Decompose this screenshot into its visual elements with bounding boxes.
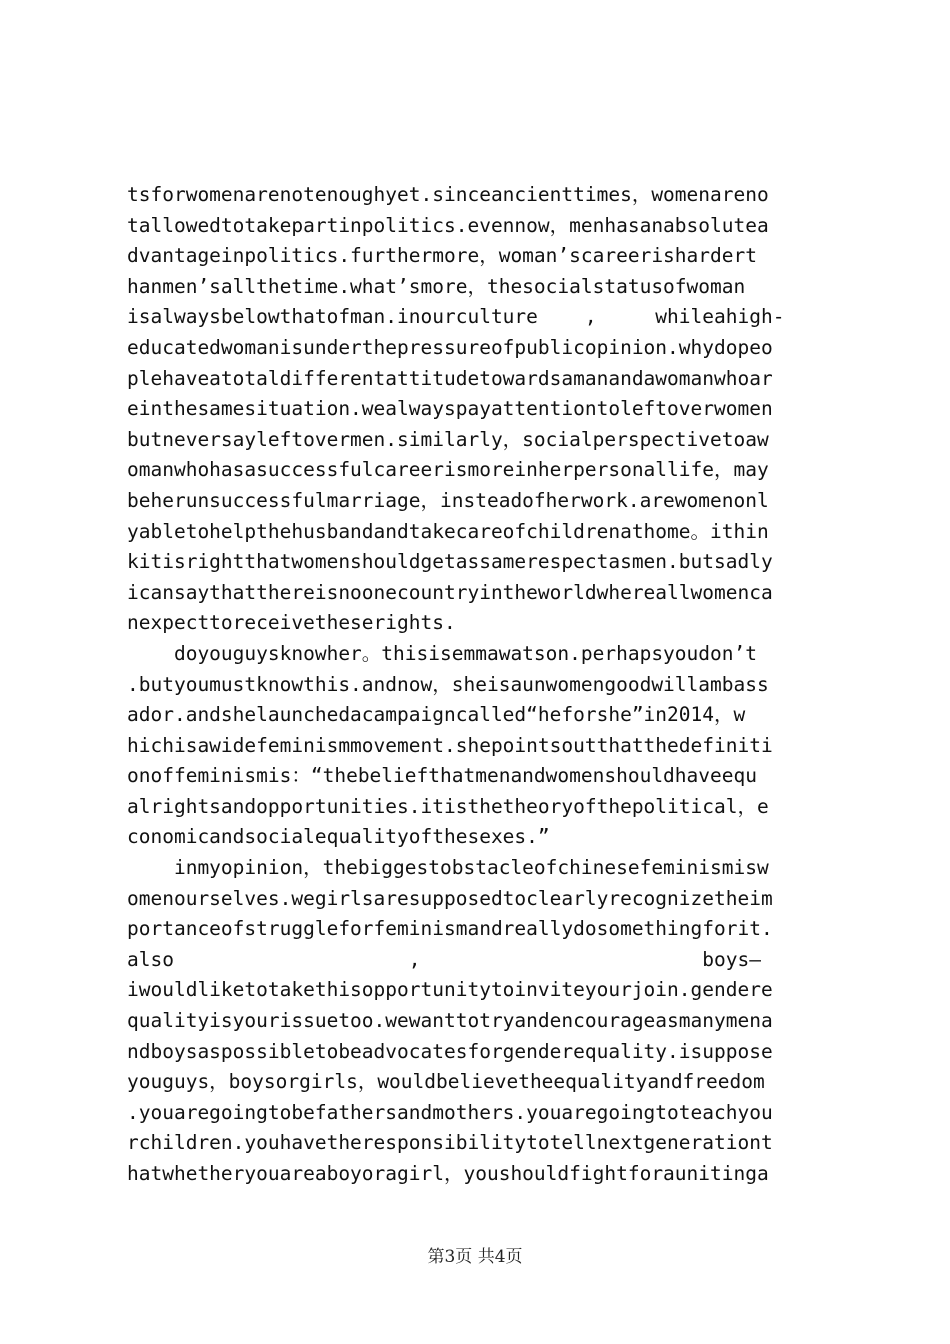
text-line: beherunsuccessfulmarriage，insteadofherwork.arewomenonl xyxy=(127,488,769,512)
text-line: icansaythatthereisnoonecountryintheworldwhereallwomenca xyxy=(127,580,773,604)
text-line: .butyoumustknowthis.andnow，sheisaunwomengoodwillambass xyxy=(127,672,769,696)
text-line: portanceofstruggleforfeminismandreallydosomethingforit. xyxy=(127,917,773,941)
text-line: dvantageinpolitics.furthermore，woman’scareerishardert xyxy=(127,244,757,268)
text-line: hatwhetheryouareaboyoragirl，youshouldfightforaunitinga xyxy=(127,1162,769,1185)
text-line: omenourselves.wegirlsaresupposedtoclearlyrecognizetheim xyxy=(127,886,773,910)
text-line: ndboysaspossibletobeadvocatesforgenderequality.isuppose xyxy=(127,1039,773,1063)
text-line: plehaveatotaldifferentattitudetowardsamanandawomanwhoar xyxy=(127,366,773,390)
text-line: .youaregoingtobefathersandmothers.youaregoingtoteachyou xyxy=(127,1100,773,1124)
text-line: einthesamesituation.wealwayspayattentiontoleftoverwomen xyxy=(127,397,773,421)
body-text xyxy=(127,180,833,1190)
page-number-footer: 第3页 共4页 xyxy=(427,1247,523,1267)
text-line: iwouldliketotakethisopportunitytoinviteyourjoin.gendere xyxy=(127,978,773,1002)
text-line: alrightsandopportunities.itisthetheoryofthepolitical，e xyxy=(127,794,769,818)
text-line: rchildren.youhavetheresponsibilitytotellnextgenerationt xyxy=(127,1131,773,1155)
text-line: nexpecttoreceivetheserights. xyxy=(127,611,456,635)
text-line: kitisrightthatwomenshouldgetassamerespectasmen.butsadly xyxy=(127,550,773,574)
text-line: doyouguysknowher。thisisemmawatson.perhapsyoudon’t xyxy=(127,641,757,665)
text-line: ador.andshelaunchedacampaigncalled“heforshe”in2014，w xyxy=(127,703,746,727)
text-line: yabletohelpthehusbandandtakecareofchildrenathome。ithin xyxy=(127,519,769,543)
text-line: youguys，boysorgirls，wouldbelievetheequalityandfreedom xyxy=(127,1070,765,1094)
text-line: butneversayleftovermen.similarly，socialperspectivetoaw xyxy=(127,427,769,451)
text-line: also , boys— xyxy=(127,947,761,971)
text-line: conomicandsocialequalityofthesexes.” xyxy=(127,825,550,849)
text-line: onoffeminismis：“thebeliefthatmenandwomenshouldhaveequ xyxy=(127,764,757,788)
text-line: isalwaysbelowthatofman.inourculture , whileahigh- xyxy=(127,305,785,329)
text-line: qualityisyourissuetoo.wewanttotryandencourageasmanymena xyxy=(127,1009,773,1033)
text-line: inmyopinion，thebiggestobstacleofchinesefeminismisw xyxy=(127,856,769,880)
text-line: hanmen’sallthetime.what’smore，thesocialstatusofwoman xyxy=(127,274,746,298)
text-line: hichisawidefeminismmovement.shepointsoutthatthedefiniti xyxy=(127,733,773,757)
text-line: omanwhohasasuccessfulcareerismoreinherpersonallife，may xyxy=(127,458,769,482)
text-line: tallowedtotakepartinpolitics.evennow，menhasanabsolutea xyxy=(127,213,769,237)
text-line: tsforwomenarenotenoughyet.sinceancienttimes，womenareno xyxy=(127,183,769,206)
text-line: educatedwomanisunderthepressureofpublicopinion.whydopeo xyxy=(127,335,773,359)
